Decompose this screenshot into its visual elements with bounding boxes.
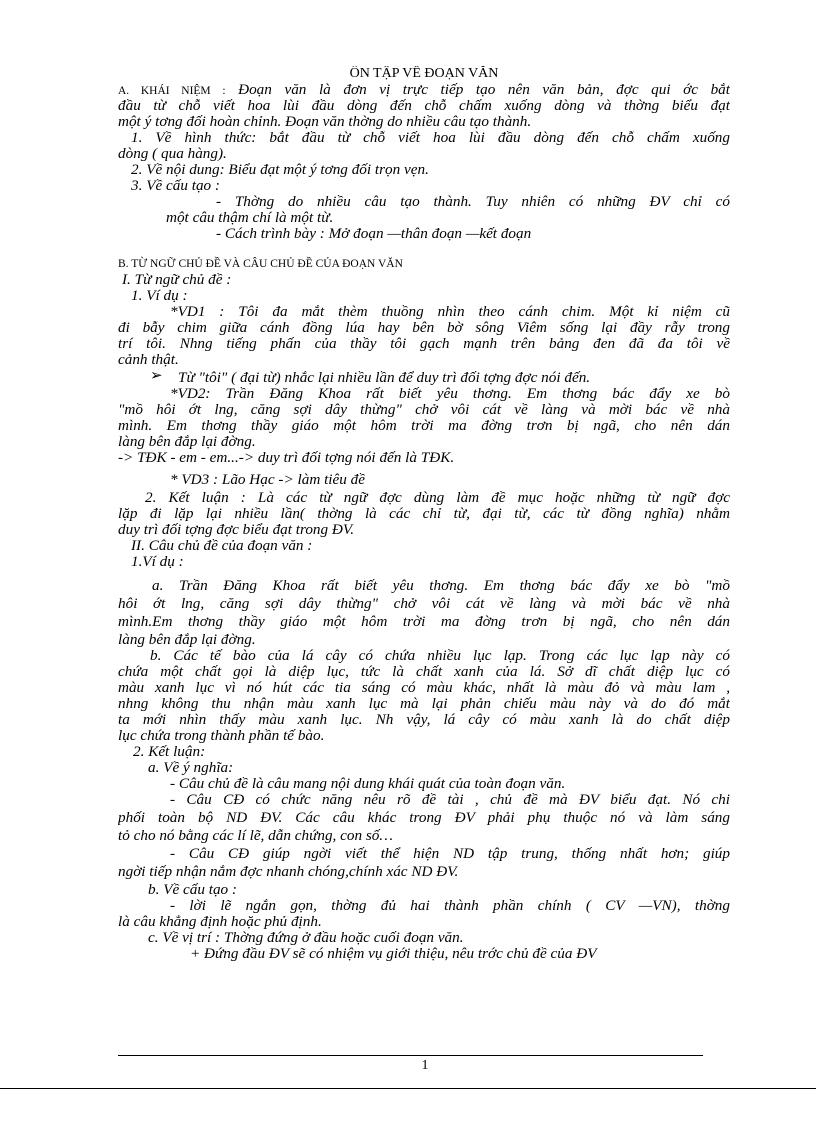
paragraph-line: - Thờng do nhiều câu tạo thành. Tuy nhiên có những ĐV chỉ có (216, 194, 730, 210)
paragraph-line: - Câu CĐ có chức năng nêu rõ đề tài , chủ đề mà ĐV biểu đạt. Nó chi (170, 792, 730, 808)
paragraph-line: b. Các tế bào của lá cây có chứa nhiều lục lạp. Trong các lục lạp này có (150, 648, 730, 664)
paragraph-line: - lời lẽ ngắn gọn, thờng đủ hai thành phần chính ( CV —VN), thờng (170, 898, 730, 914)
paragraph-line: a. Về ý nghĩa: (148, 760, 234, 776)
paragraph-line: hôi ớt lng, căng sợi dây thừng" chở vôi cát về làng và mời bác về nhà (118, 596, 730, 612)
paragraph-line: tỏ cho nó bằng các lí lẽ, dẫn chứng, con số… (118, 828, 393, 844)
paragraph-line: làng bên đắp lại đờng. (118, 632, 256, 648)
paragraph-line: 3. Về cấu tạo : (131, 178, 220, 194)
page-title: ÔN TẬP VỀ ĐOẠN VĂN (349, 66, 499, 81)
section-a-heading: A. KHÁI NIỆM : (118, 85, 226, 97)
paragraph-line: màu xanh lục vì nó hút các tia sáng có màu khác, nhất là màu đỏ và màu lam , (118, 680, 730, 696)
paragraph-line: - Câu chủ đề là câu mang nội dung khái quát của toàn đoạn văn. (170, 776, 566, 792)
paragraph-line: dòng ( qua hàng). (118, 146, 227, 162)
paragraph-line: cảnh thật. (118, 352, 179, 368)
paragraph-line: Từ "tôi" ( đại từ) nhắc lại nhiều lần để duy trì đối tợng đợc nói đến. (178, 370, 591, 386)
paragraph-line: làng bên đắp lại đờng. (118, 434, 256, 450)
paragraph-line: ngời tiếp nhận nắm đợc nhanh chóng,chính xác ND ĐV. (118, 864, 459, 880)
paragraph-line: mình.Em thơng thầy giáo một hôm trời ma đờng trơn bị ngã, cho nên dán (118, 614, 730, 630)
paragraph-line: b. Về cấu tạo : (148, 882, 237, 898)
paragraph-line: 2. Kết luận : Là các từ ngữ đợc dùng làm đề mục hoặc những từ ngữ đợc (145, 490, 730, 506)
paragraph-line: 1. Về hình thức: bắt đầu từ chỗ viết hoa lùi đầu dòng đến chỗ chấm xuống (131, 130, 730, 146)
paragraph-line: trí tôi. Nhng tiếng phấn của thầy tôi gạch mạnh trên bảng đen đã đa tôi về (118, 336, 730, 352)
paragraph-line: 1. Ví dụ : (131, 288, 188, 304)
paragraph-line: ta mới nhìn thấy màu xanh lục. Nh vậy, lá cây có màu xanh là do chất diệp (118, 712, 730, 728)
paragraph-line: A. KHÁI NIỆM : Đoạn văn là đơn vị trực tiếp tạo nên văn bản, đợc qui ớc bắt (118, 82, 730, 98)
paragraph-line: mình. Em thơng thầy giáo một hôm trời ma đờng trơn bị ngã, cho nên dán (118, 418, 730, 434)
paragraph-line: + Đứng đầu ĐV sẽ có nhiệm vụ giới thiệu, nêu trớc chủ đề của ĐV (190, 946, 597, 962)
paragraph-line: 1.Ví dụ : (131, 554, 184, 570)
paragraph-line: * VD3 : Lão Hạc -> làm tiêu đề (170, 472, 365, 488)
paragraph-line: duy trì đối tợng đợc biểu đạt trong ĐV. (118, 522, 354, 538)
paragraph-line: lục chứa trong thành phần tế bào. (118, 728, 325, 744)
page-number: 1 (421, 1058, 429, 1073)
paragraph-line: 2. Kết luận: (133, 744, 206, 760)
paragraph-line: c. Về vị trí : Thờng đứng ở đầu hoặc cuối đoạn văn. (148, 930, 464, 946)
arrow-bullet-icon: ➢ (150, 368, 163, 384)
paragraph-line: đi bẫy chim giữa cánh đồng lúa hay bên bờ sông Viêm sống lại đầy rẫy trong (118, 320, 730, 336)
paragraph-line: là câu khẳng định hoặc phủ định. (118, 914, 322, 930)
paragraph-line: nhng không thu nhận màu xanh lục mà lại phản chiếu màu này và do đó mắt (118, 696, 730, 712)
paragraph-line: đầu từ chỗ viết hoa lùi đầu dòng đến chỗ chấm xuống dòng và thờng biểu đạt (118, 98, 730, 114)
paragraph-line: - Câu CĐ giúp ngời viết thể hiện ND tập trung, thống nhất hơn; giúp (170, 846, 730, 862)
paragraph-line: một câu thậm chí là một từ. (166, 210, 334, 226)
paragraph-line: "mồ hôi ớt lng, căng sợi dây thừng" chở vôi cát về làng và mời bác về nhà (118, 402, 730, 418)
footer-divider (118, 1055, 703, 1056)
paragraph-line: -> TĐK - em - em...-> duy trì đối tợng nói đến là TĐK. (118, 450, 455, 466)
paragraph-line: một ý tơng đối hoàn chỉnh. Đoạn văn thờng do nhiều câu tạo thành. (118, 114, 532, 130)
paragraph-line: 2. Về nội dung: Biểu đạt một ý tơng đối trọn vẹn. (131, 162, 429, 178)
paragraph-line: lặp đi lặp lại nhiều lần( thờng là các chỉ từ, đại từ, các từ đồng nghĩa) nhằm (118, 506, 730, 522)
paragraph-line: phối toàn bộ ND ĐV. Các câu khác trong ĐV phải phụ thuộc nó và làm sáng (118, 810, 730, 826)
section-b-heading: B. TỪ NGỮ CHỦ ĐỀ VÀ CÂU CHỦ ĐỀ CỦA ĐOẠN VĂN (118, 258, 403, 270)
page-bottom-divider (0, 1088, 816, 1089)
paragraph-line: a. Trần Đăng Khoa rất biết yêu thơng. Em thơng bác đẩy xe bò "mồ (152, 578, 730, 594)
paragraph-line: *VD2: Trần Đăng Khoa rất biết yêu thơng. Em thơng bác đẩy xe bò (170, 386, 730, 402)
paragraph-line: I. Từ ngữ chủ đề : (122, 272, 232, 288)
paragraph-line: II. Câu chủ đề của đoạn văn : (131, 538, 313, 554)
paragraph-line: chứa một chất gọi là diệp lục, tức là chất xanh của lá. Sở dĩ chất diệp lục có (118, 664, 730, 680)
paragraph-line: - Cách trình bày : Mở đoạn —thân đoạn —kết đoạn (216, 226, 532, 242)
paragraph-line: *VD1 : Tôi đa mắt thèm thuồng nhìn theo cánh chim. Một kỉ niệm cũ (170, 304, 730, 320)
